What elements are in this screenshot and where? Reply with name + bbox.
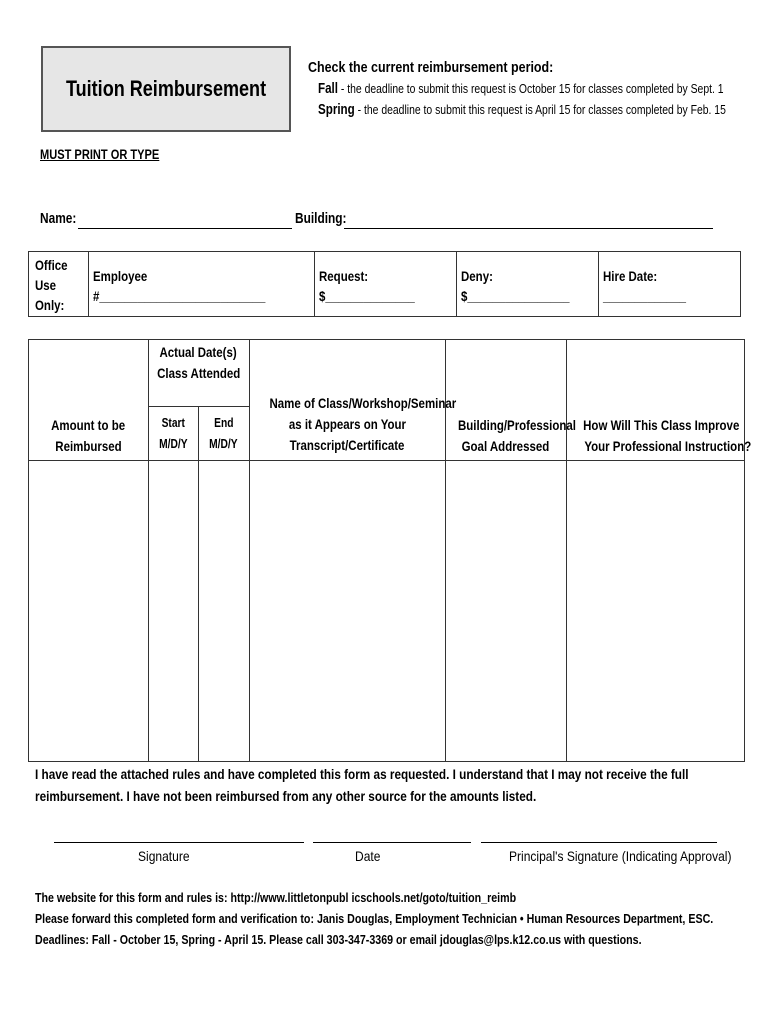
signature-field[interactable] xyxy=(54,842,304,843)
header-dates: Actual Date(s) Class Attended xyxy=(157,344,241,381)
period-heading: Check the current reimbursement period: xyxy=(308,60,554,76)
deny-label: Deny: xyxy=(461,268,493,284)
principal-signature-field[interactable] xyxy=(481,842,717,843)
office-use-label: Office Use Only: xyxy=(29,252,89,316)
building-field[interactable] xyxy=(344,214,713,229)
header-start: Start M/D/Y xyxy=(158,416,188,451)
spring-period xyxy=(318,102,726,118)
principal-signature-label: Principal's Signature (Indicating Approval) xyxy=(509,848,732,864)
fall-label: Fall xyxy=(318,81,338,97)
footer-forward: Please forward this completed form and verification to: Janis Douglas, Employment Technician • Human Resources Department, ESC. xyxy=(35,911,714,926)
form-title: Tuition Reimbursement xyxy=(65,76,267,101)
date-field[interactable] xyxy=(313,842,471,843)
spring-label: Spring xyxy=(318,102,355,118)
hire-date-line: _____________ xyxy=(603,288,687,304)
header-amount: Amount to be Reimbursed xyxy=(51,417,126,454)
request-line: $______________ xyxy=(319,288,415,304)
name-field[interactable] xyxy=(78,214,292,229)
hire-date-cell[interactable] xyxy=(599,252,740,316)
request-cell[interactable] xyxy=(315,252,457,316)
footer-deadlines: Deadlines: Fall - October 15, Spring - April 15. Please call 303-347-3369 or email jdouglas@lps.k12.co.us with questions. xyxy=(35,932,642,947)
class-table xyxy=(28,339,752,762)
header-goal: Building/Professional Goal Addressed xyxy=(457,417,576,454)
employee-label: Employee xyxy=(93,268,148,284)
certification-statement: I have read the attached rules and have completed this form as requested. I understand that I may not receive the full reimbursement. I have not been reimbursed from any other source for the amounts listed. xyxy=(35,766,689,804)
request-label: Request: xyxy=(319,268,369,284)
building-label: Building: xyxy=(295,211,347,227)
name-label: Name: xyxy=(40,211,77,227)
employee-number-cell[interactable] xyxy=(89,252,315,316)
header-improve: How Will This Class Improve Your Professional Instruction? xyxy=(583,417,752,454)
deny-cell[interactable] xyxy=(457,252,599,316)
signature-label: Signature xyxy=(138,848,190,864)
deny-line: $________________ xyxy=(461,288,570,304)
office-use-table xyxy=(28,251,741,317)
employee-line: #__________________________ xyxy=(93,288,266,304)
reimbursement-period xyxy=(308,60,770,118)
date-label: Date xyxy=(355,848,381,864)
footer-info xyxy=(35,887,770,950)
must-print-notice: MUST PRINT OR TYPE xyxy=(40,147,160,162)
header-class-name: Name of Class/Workshop/Seminar as it Appears on Your Transcript/Certificate xyxy=(269,395,457,453)
footer-website: The website for this form and rules is: http://www.littletonpubl icschools.net/goto/tuition_reimb xyxy=(35,890,517,905)
fall-period xyxy=(318,81,726,97)
spring-text: - the deadline to submit this request is April 15 for classes completed by Feb. 15 xyxy=(354,102,726,117)
form-title-box xyxy=(41,46,291,132)
hire-date-label: Hire Date: xyxy=(603,268,658,284)
header-end: End M/D/Y xyxy=(209,416,238,451)
fall-text: - the deadline to submit this request is October 15 for classes completed by Sept. 1 xyxy=(337,81,724,96)
